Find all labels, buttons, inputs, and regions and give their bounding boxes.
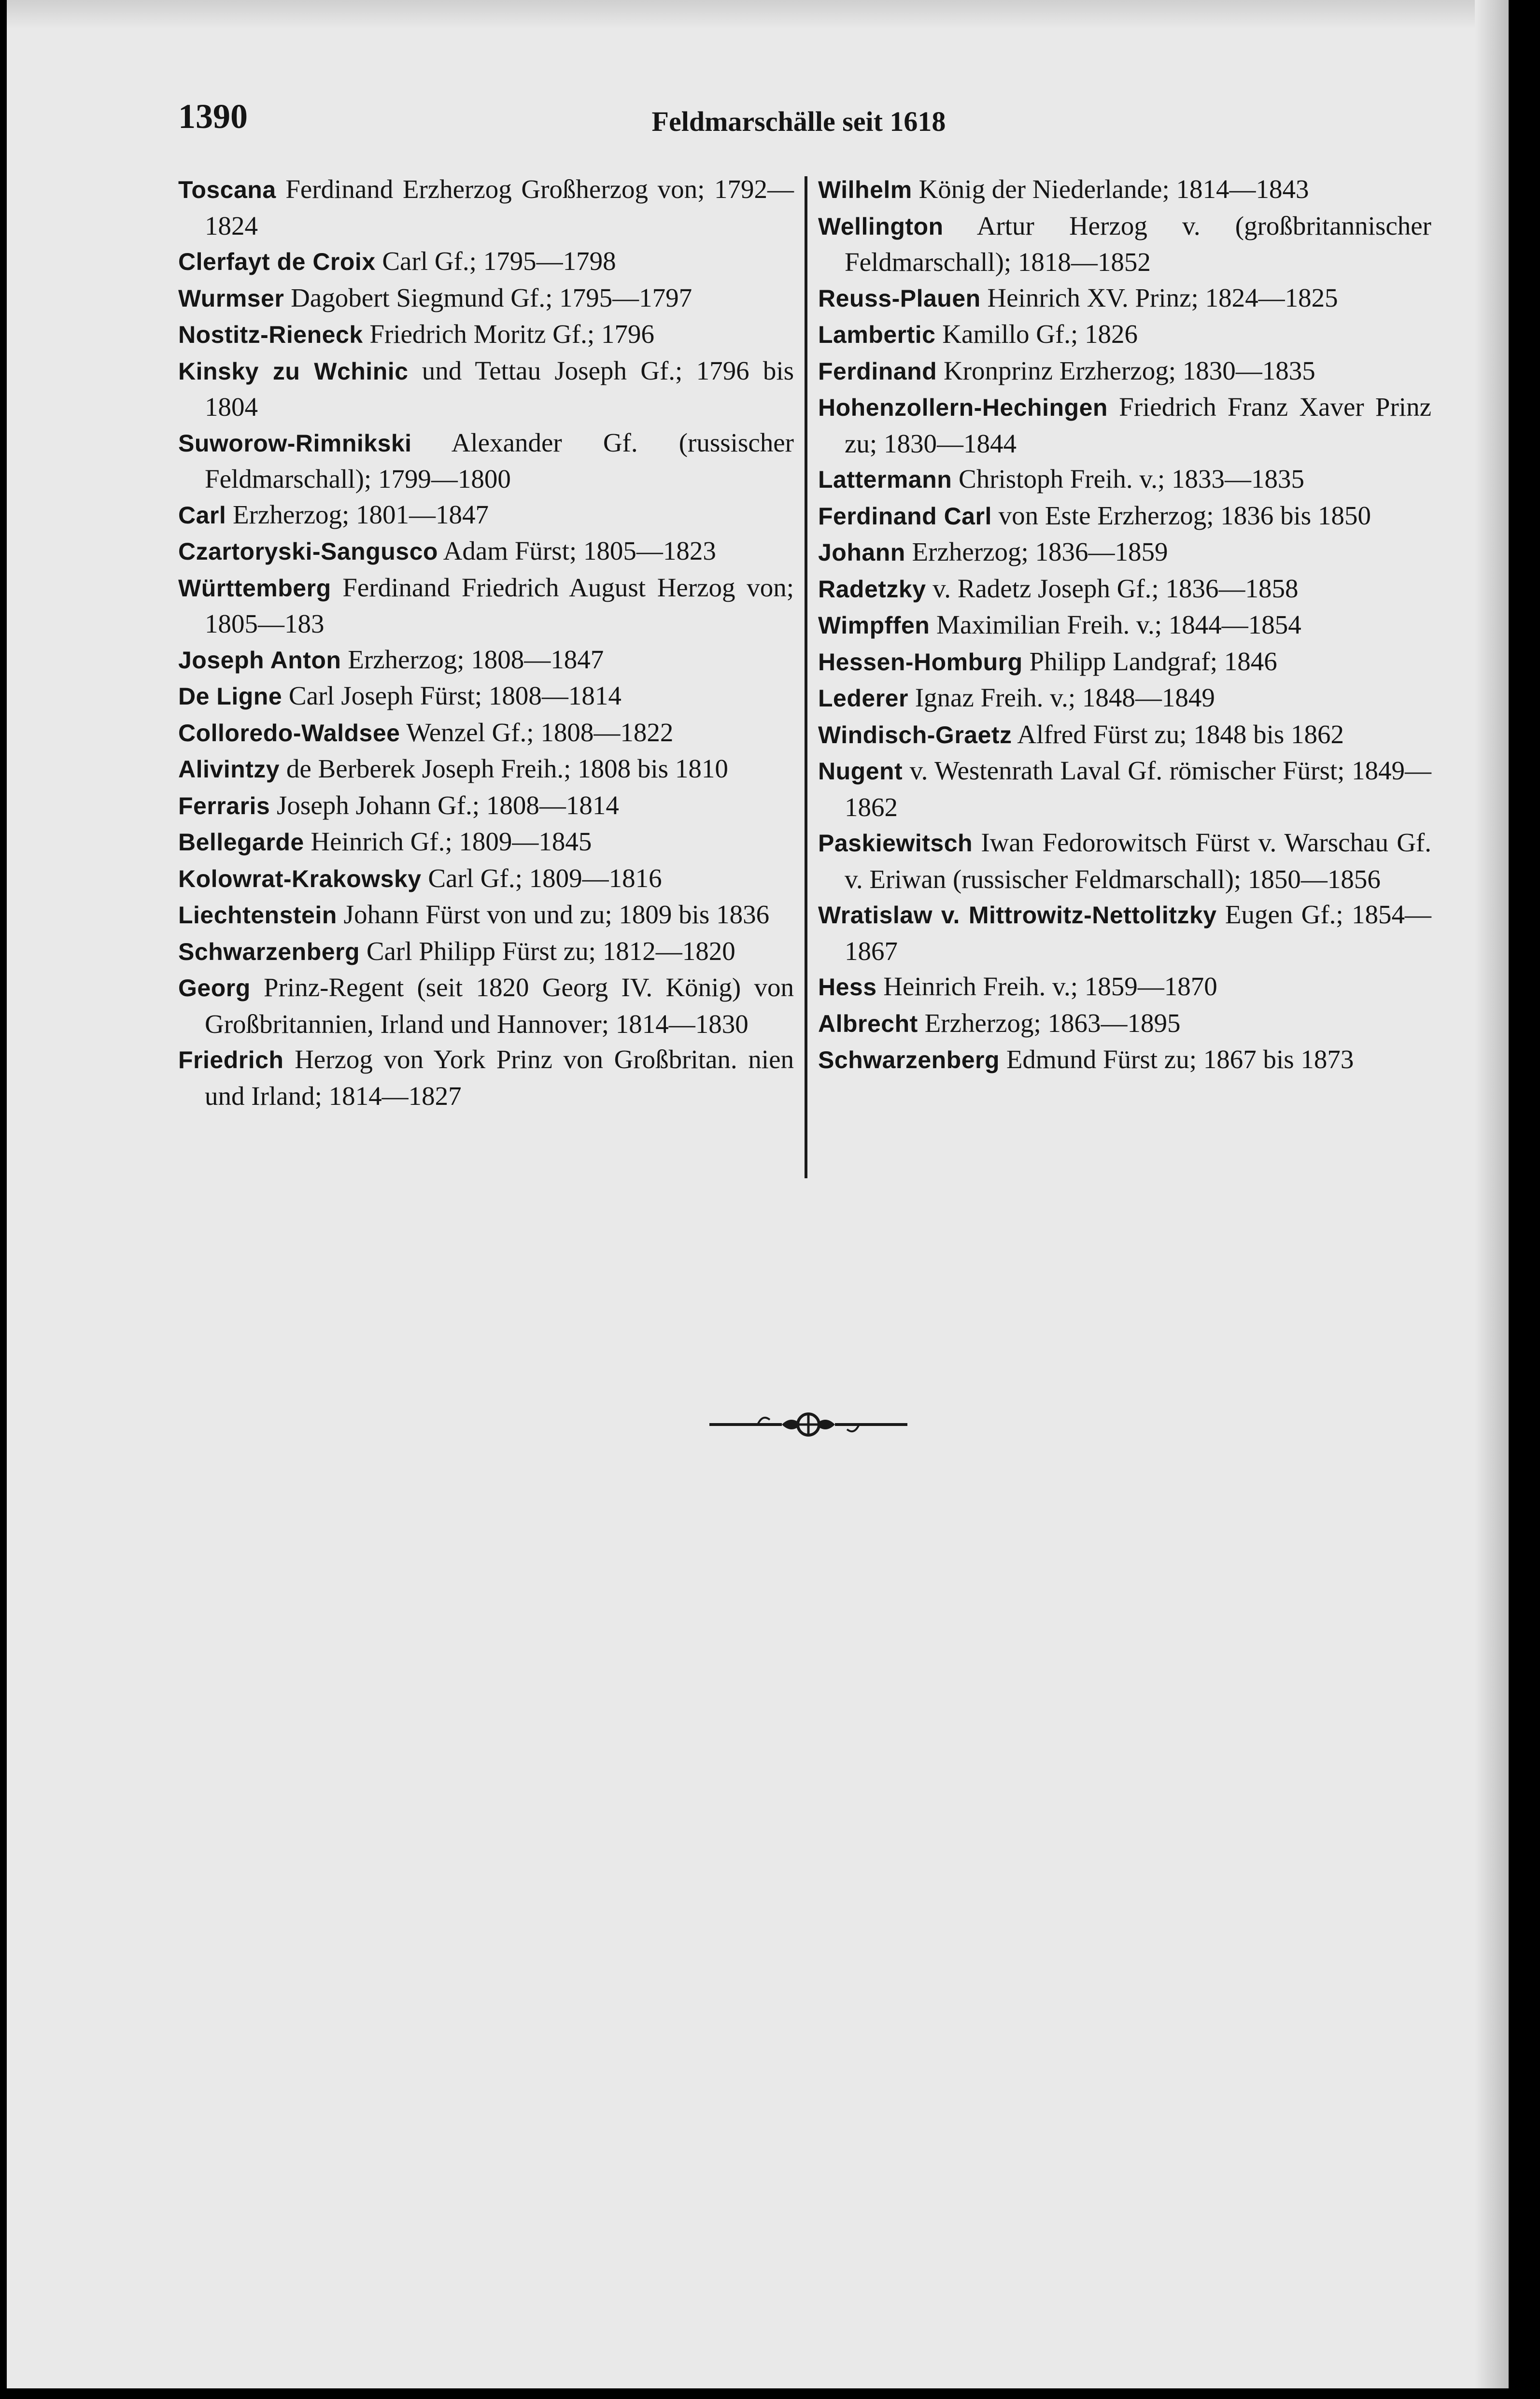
entry-details: König der Niederlande; 1814—1843	[912, 174, 1309, 204]
register-entry	[818, 280, 1431, 317]
register-entry	[818, 1005, 1431, 1042]
register-entry	[178, 824, 794, 861]
entry-details: Carl Gf.; 1809—1816	[421, 863, 662, 893]
register-entry	[818, 607, 1431, 644]
entry-name: Czartoryski-Sangusco	[178, 538, 438, 565]
register-entry	[818, 825, 1431, 897]
register-entry	[178, 897, 794, 933]
register-entry	[818, 171, 1431, 208]
register-entry	[178, 280, 794, 317]
register-entry	[818, 680, 1431, 717]
register-entry	[178, 933, 794, 970]
entry-details: Friedrich Moritz Gf.; 1796	[363, 319, 654, 349]
page-shadow-right	[1475, 0, 1509, 2388]
page-number: 1390	[178, 97, 248, 136]
entry-details: Ferdinand Friedrich August Herzog von; 1805—183	[205, 572, 794, 638]
entry-details: Artur Herzog v. (großbritannischer Feldmarschall); 1818—1852	[845, 211, 1431, 277]
register-entry	[178, 243, 794, 280]
entry-name: Kinsky zu Wchinic	[178, 357, 409, 385]
entry-details: Alfred Fürst zu; 1848 bis 1862	[1012, 719, 1344, 749]
end-ornament-icon	[709, 1403, 907, 1446]
right-column	[818, 171, 1431, 1078]
register-entry	[818, 571, 1431, 607]
entry-name: Johann	[818, 539, 905, 566]
entry-details: Erzherzog; 1836—1859	[905, 537, 1168, 566]
entry-name: Radetzky	[818, 575, 926, 603]
entry-name: Albrecht	[818, 1010, 918, 1037]
register-entry	[818, 353, 1431, 390]
entry-name: Wilhelm	[818, 176, 912, 203]
register-entry	[818, 969, 1431, 1005]
entry-name: Kolowrat-Krakowsky	[178, 865, 422, 892]
entry-details: Dagobert Siegmund Gf.; 1795—1797	[284, 282, 692, 312]
entry-name: Wratislaw v. Mittrowitz-Nettolitzky	[818, 902, 1217, 929]
entry-name: Württemberg	[178, 574, 331, 602]
entry-details: Iwan Fedorowitsch Fürst v. Warschau Gf. v. Eriwan (russischer Feldmarschall); 1850—1856	[845, 828, 1431, 894]
entry-name: Lattermann	[818, 466, 952, 493]
entry-name: Alivintzy	[178, 756, 280, 783]
entry-details: Adam Fürst; 1805—1823	[438, 536, 716, 565]
register-entry	[178, 642, 794, 678]
register-entry	[818, 461, 1431, 498]
page-shadow-top	[7, 0, 1509, 29]
register-entry	[818, 753, 1431, 825]
entry-name: Liechtenstein	[178, 902, 337, 929]
entry-name: Wellington	[818, 212, 944, 240]
entry-details: und Tettau Joseph Gf.; 1796 bis 1804	[205, 355, 794, 422]
register-entry	[178, 1042, 794, 1114]
entry-name: Suworow-Rimnikski	[178, 429, 412, 457]
entry-details: Kronprinz Erzherzog; 1830—1835	[937, 355, 1315, 385]
entry-details: v. Westenrath Laval Gf. römischer Fürst; 1849—1862	[845, 756, 1431, 822]
entry-details: Ferdinand Erzherzog Großherzog von; 1792—1824	[205, 174, 794, 240]
entry-details: de Berberek Joseph Freih.; 1808 bis 1810	[280, 754, 728, 783]
entry-details: Heinrich Freih. v.; 1859—1870	[876, 972, 1217, 1001]
entry-details: Johann Fürst von und zu; 1809 bis 1836	[337, 900, 770, 929]
entry-name: Paskiewitsch	[818, 830, 973, 857]
entry-name: Hess	[818, 974, 877, 1001]
entry-details: Herzog von York Prinz von Großbritan. nien und Irland; 1814—1827	[205, 1044, 794, 1111]
entry-name: Reuss-Plauen	[818, 284, 981, 312]
register-entry	[818, 316, 1431, 353]
entry-details: Erzherzog; 1801—1847	[226, 499, 489, 529]
register-entry	[818, 498, 1431, 535]
entry-details: Carl Gf.; 1795—1798	[375, 246, 616, 276]
register-entry	[178, 425, 794, 497]
entry-name: Toscana	[178, 176, 276, 203]
entry-details: Eugen Gf.; 1854—1867	[845, 900, 1431, 966]
entry-name: Ferdinand	[818, 357, 937, 385]
entry-details: Christoph Freih. v.; 1833—1835	[952, 464, 1305, 494]
entry-name: Lederer	[818, 685, 908, 712]
column-divider	[805, 176, 807, 1178]
entry-name: Schwarzenberg	[178, 938, 360, 965]
entry-name: Bellegarde	[178, 829, 304, 856]
entry-details: Heinrich XV. Prinz; 1824—1825	[980, 282, 1338, 312]
register-entry	[818, 644, 1431, 680]
entry-name: Nostitz-Rieneck	[178, 321, 363, 348]
entry-name: Lambertic	[818, 321, 936, 348]
register-entry	[818, 389, 1431, 461]
register-entry	[178, 715, 794, 751]
register-entry	[178, 751, 794, 788]
entry-details: von Este Erzherzog; 1836 bis 1850	[991, 500, 1371, 530]
entry-details: Carl Joseph Fürst; 1808—1814	[282, 681, 622, 710]
entry-details: Carl Philipp Fürst zu; 1812—1820	[360, 936, 735, 966]
entry-name: Joseph Anton	[178, 646, 341, 674]
register-entry	[178, 316, 794, 353]
entry-name: Wimpffen	[818, 612, 930, 639]
entry-details: Ignaz Freih. v.; 1848—1849	[908, 683, 1215, 712]
entry-details: Erzherzog; 1808—1847	[341, 644, 604, 674]
register-entry	[818, 208, 1431, 280]
register-entry	[178, 678, 794, 715]
register-entry	[818, 897, 1431, 969]
register-entry	[818, 534, 1431, 571]
register-entry	[178, 570, 794, 642]
entry-name: Hohenzollern-Hechingen	[818, 394, 1108, 421]
entry-name: Ferraris	[178, 792, 270, 819]
entry-name: Carl	[178, 501, 226, 529]
entry-details: Wenzel Gf.; 1808—1822	[400, 717, 674, 747]
register-entry	[818, 717, 1431, 753]
left-column	[178, 171, 794, 1114]
entry-details: Joseph Johann Gf.; 1808—1814	[270, 790, 619, 820]
running-title: Feldmarschälle seit 1618	[651, 106, 946, 137]
register-entry	[178, 171, 794, 243]
entry-name: Georg	[178, 974, 251, 1002]
register-entry	[178, 353, 794, 425]
entry-name: Clerfayt de Croix	[178, 248, 376, 275]
entry-name: Friedrich	[178, 1046, 284, 1073]
entry-details: Alexander Gf. (russischer Feldmarschall); 1799—1800	[205, 427, 794, 494]
entry-name: Colloredo-Waldsee	[178, 719, 400, 747]
entry-details: Philipp Landgraf; 1846	[1022, 646, 1277, 676]
entry-name: Schwarzenberg	[818, 1046, 1000, 1073]
entry-details: Heinrich Gf.; 1809—1845	[304, 827, 592, 856]
entry-details: Kamillo Gf.; 1826	[935, 319, 1138, 349]
entry-name: Wurmser	[178, 284, 284, 312]
entry-details: Friedrich Franz Xaver Prinz zu; 1830—1844	[845, 392, 1431, 458]
entry-name: Windisch-Graetz	[818, 721, 1012, 748]
register-entry	[178, 788, 794, 824]
entry-details: Prinz-Regent (seit 1820 Georg IV. König) von Großbritannien, Irland und Hannover; 1814—1830	[205, 973, 794, 1039]
entry-name: Nugent	[818, 758, 903, 785]
entry-details: Erzherzog; 1863—1895	[918, 1008, 1181, 1038]
register-entry	[178, 533, 794, 570]
register-entry	[818, 1042, 1431, 1078]
register-entry	[178, 497, 794, 534]
page	[7, 0, 1509, 2388]
page-header	[178, 97, 1419, 140]
entry-details: v. Radetz Joseph Gf.; 1836—1858	[926, 573, 1299, 603]
entry-details: Maximilian Freih. v.; 1844—1854	[930, 610, 1301, 639]
entry-name: Ferdinand Carl	[818, 502, 992, 530]
register-entry	[178, 970, 794, 1042]
entry-name: De Ligne	[178, 683, 283, 710]
entry-name: Hessen-Homburg	[818, 648, 1023, 676]
register-entry	[178, 861, 794, 897]
entry-details: Edmund Fürst zu; 1867 bis 1873	[1000, 1044, 1354, 1074]
